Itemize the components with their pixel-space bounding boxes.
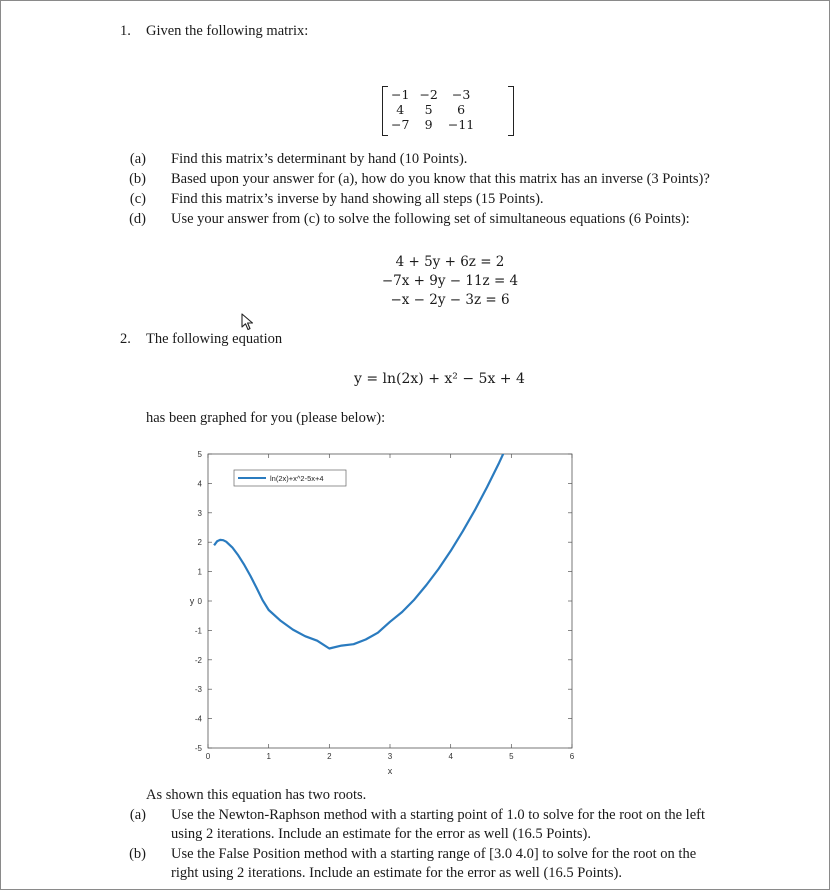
q1-part-b-text: Based upon your answer for (a), how do you know that this matrix has an inverse (3 Points)? [171, 171, 710, 187]
q2-part-a-line1: Use the Newton-Raphson method with a starting point of 1.0 to solve for the root on the left [171, 807, 705, 823]
x-tick-label: 4 [448, 752, 453, 761]
q1-part-b-label: (b) [129, 171, 146, 187]
equation-line: −x − 2y − 3z = 6 [390, 292, 510, 308]
x-tick-label: 2 [327, 752, 332, 761]
y-tick-label: -3 [194, 685, 202, 695]
q1-part-c-text: Find this matrix’s inverse by hand showing all steps (15 Points). [171, 191, 544, 207]
q1-part-a-label: (a) [129, 151, 146, 167]
legend-label: ln(2x)+x^2-5x+4 [270, 474, 324, 483]
q1-intro: Given the following matrix: [146, 23, 309, 39]
q2-part-b-label: (b) [129, 846, 146, 862]
q2-equation: y = ln(2x) + x² − 5x + 4 [354, 371, 525, 387]
matrix [382, 86, 514, 134]
matrix-cell: −11 [447, 117, 475, 132]
y-tick-label: 5 [197, 450, 202, 459]
q2-part-a-line2: using 2 iterations. Include an estimate for the error as well (16.5 Points). [171, 826, 591, 842]
y-tick-label: 1 [197, 567, 202, 577]
q2-part-b-line1: Use the False Position method with a starting range of [3.0 4.0] to solve for the root on the [171, 846, 697, 862]
q1-part-d-text: Use your answer from (c) to solve the following set of simultaneous equations (6 Points): [171, 211, 690, 227]
y-tick-label: -1 [194, 626, 202, 636]
q2-intro: The following equation [146, 331, 283, 347]
matrix-cell: −1 [391, 87, 410, 102]
equation-line: 4 + 5y + 6z = 2 [395, 254, 505, 270]
q2-part-b-line2: right using 2 iterations. Include an estimate for the error as well (16.5 Points). [171, 865, 623, 881]
y-tick-label: 4 [197, 479, 202, 489]
x-tick-label: 3 [387, 752, 393, 761]
x-axis-label: x [387, 766, 393, 776]
q1-part-c-label: (c) [129, 191, 146, 207]
x-tick-label: 6 [569, 752, 575, 761]
y-tick-label: -4 [194, 714, 202, 724]
q2-after-text: As shown this equation has two roots. [146, 787, 367, 803]
y-tick-label: -5 [194, 744, 202, 753]
equation-line: −7x + 9y − 11z = 4 [381, 273, 519, 289]
matrix-right-bracket [508, 86, 514, 136]
x-tick-label: 5 [509, 752, 514, 761]
q2-number: 2. [120, 331, 131, 347]
y-axis-label: y [189, 596, 195, 606]
mouse-cursor-icon [241, 313, 255, 331]
q1-number: 1. [120, 23, 131, 39]
x-tick-label: 1 [266, 752, 271, 761]
q1-part-a-text: Find this matrix’s determinant by hand (10 Points). [171, 151, 468, 167]
y-tick-label: -2 [194, 655, 202, 665]
x-tick-label: 0 [205, 752, 211, 761]
matrix-cell: 6 [457, 102, 466, 117]
matrix-cell: −3 [451, 87, 471, 102]
y-tick-label: 2 [197, 538, 202, 548]
matrix-cell: 4 [396, 102, 405, 117]
y-tick-label: 0 [197, 597, 202, 606]
matrix-cell: −7 [391, 117, 410, 132]
q2-graphed-text: has been graphed for you (please below): [146, 410, 386, 426]
function-graph [180, 440, 600, 785]
matrix-cell: −2 [419, 87, 438, 102]
q1-part-d-label: (d) [129, 211, 146, 227]
matrix-cell: 9 [424, 117, 433, 132]
simultaneous-equations [330, 253, 570, 310]
matrix-cell: 5 [424, 102, 433, 117]
y-tick-label: 3 [197, 508, 202, 518]
q2-part-a-label: (a) [129, 807, 146, 823]
